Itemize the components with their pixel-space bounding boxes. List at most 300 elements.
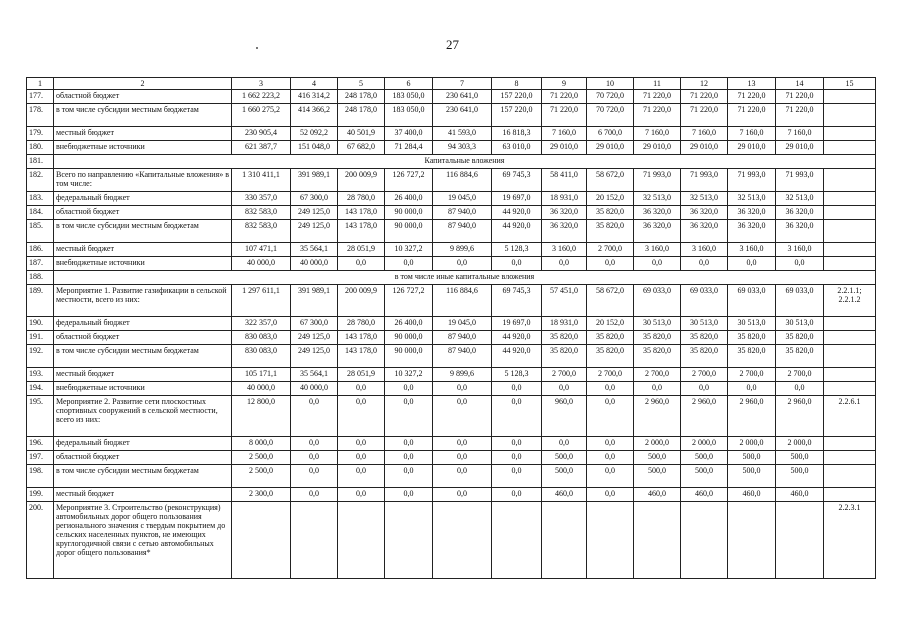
- row-number: 187.: [27, 257, 54, 271]
- row-name: областной бюджет: [54, 90, 232, 104]
- value-cell: 143 178,0: [338, 345, 385, 368]
- row-number: 194.: [27, 382, 54, 396]
- value-cell: 0,0: [681, 257, 728, 271]
- row-number: 198.: [27, 465, 54, 488]
- value-cell: 0,0: [542, 382, 587, 396]
- row-name: Мероприятие 2. Развитие сети плоскостных спортивных сооружений в сельской местности, всего из них:: [54, 396, 232, 437]
- row-name: федеральный бюджет: [54, 192, 232, 206]
- value-cell: 70 720,0: [587, 90, 634, 104]
- value-cell: 0,0: [338, 488, 385, 502]
- value-cell: 0,0: [385, 451, 433, 465]
- row-name: Мероприятие 1. Развитие газификации в сельской местности, всего из них:: [54, 285, 232, 317]
- table-row: [27, 488, 876, 502]
- value-cell: 29 010,0: [634, 141, 681, 155]
- value-cell: 35 820,0: [587, 331, 634, 345]
- table-row: [27, 317, 876, 331]
- value-cell: 0,0: [587, 437, 634, 451]
- row-name: внебюджетные источники: [54, 141, 232, 155]
- value-cell: 3 160,0: [542, 243, 587, 257]
- value-cell: 1 662 223,2: [232, 90, 291, 104]
- value-cell: 35 820,0: [728, 331, 776, 345]
- value-cell: 0,0: [385, 488, 433, 502]
- value-cell: 6 700,0: [587, 127, 634, 141]
- reference-cell: [824, 317, 876, 331]
- table-row: [27, 345, 876, 368]
- reference-cell: [824, 257, 876, 271]
- value-cell: 322 357,0: [232, 317, 291, 331]
- value-cell: 0,0: [587, 396, 634, 437]
- value-cell: 0,0: [433, 451, 492, 465]
- value-cell: [492, 502, 542, 579]
- row-number: 182.: [27, 169, 54, 192]
- value-cell: 0,0: [338, 257, 385, 271]
- value-cell: 63 010,0: [492, 141, 542, 155]
- reference-cell: [824, 345, 876, 368]
- value-cell: 7 160,0: [776, 127, 824, 141]
- value-cell: 12 800,0: [232, 396, 291, 437]
- value-cell: 36 320,0: [728, 220, 776, 243]
- section-row: [27, 271, 876, 285]
- value-cell: 32 513,0: [776, 192, 824, 206]
- value-cell: 32 513,0: [634, 192, 681, 206]
- reference-cell: [824, 220, 876, 243]
- value-cell: 90 000,0: [385, 331, 433, 345]
- value-cell: 0,0: [776, 382, 824, 396]
- value-cell: 26 400,0: [385, 317, 433, 331]
- value-cell: 0,0: [385, 382, 433, 396]
- value-cell: 30 513,0: [728, 317, 776, 331]
- section-row: [27, 155, 876, 169]
- value-cell: 71 993,0: [634, 169, 681, 192]
- table-row: [27, 285, 876, 317]
- value-cell: 30 513,0: [634, 317, 681, 331]
- value-cell: 2 500,0: [232, 465, 291, 488]
- value-cell: 157 220,0: [492, 90, 542, 104]
- value-cell: 9 899,6: [433, 368, 492, 382]
- row-name: внебюджетные источники: [54, 382, 232, 396]
- table-row: [27, 169, 876, 192]
- value-cell: 0,0: [385, 437, 433, 451]
- value-cell: 0,0: [492, 257, 542, 271]
- value-cell: 71 220,0: [681, 104, 728, 127]
- value-cell: 40 000,0: [232, 257, 291, 271]
- value-cell: [291, 502, 338, 579]
- value-cell: 0,0: [728, 257, 776, 271]
- value-cell: 35 820,0: [587, 206, 634, 220]
- value-cell: 36 320,0: [681, 220, 728, 243]
- value-cell: 19 697,0: [492, 192, 542, 206]
- value-cell: 28 780,0: [338, 192, 385, 206]
- value-cell: 71 220,0: [728, 104, 776, 127]
- reference-cell: 2.2.1.1; 2.2.1.2: [824, 285, 876, 317]
- value-cell: 0,0: [433, 437, 492, 451]
- value-cell: 0,0: [338, 437, 385, 451]
- reference-cell: [824, 90, 876, 104]
- reference-cell: [824, 127, 876, 141]
- value-cell: 249 125,0: [291, 206, 338, 220]
- row-name: Всего по направлению «Капитальные вложения» в том числе:: [54, 169, 232, 192]
- row-name: областной бюджет: [54, 331, 232, 345]
- value-cell: 832 583,0: [232, 206, 291, 220]
- row-number: 189.: [27, 285, 54, 317]
- row-number: 191.: [27, 331, 54, 345]
- value-cell: 90 000,0: [385, 206, 433, 220]
- row-number: 196.: [27, 437, 54, 451]
- value-cell: 0,0: [385, 396, 433, 437]
- value-cell: 460,0: [634, 488, 681, 502]
- value-cell: 3 160,0: [728, 243, 776, 257]
- value-cell: 0,0: [433, 257, 492, 271]
- row-name: местный бюджет: [54, 243, 232, 257]
- value-cell: 7 160,0: [681, 127, 728, 141]
- value-cell: 116 884,6: [433, 285, 492, 317]
- value-cell: 0,0: [776, 257, 824, 271]
- value-cell: 71 284,4: [385, 141, 433, 155]
- row-number: 200.: [27, 502, 54, 579]
- value-cell: 57 451,0: [542, 285, 587, 317]
- value-cell: 2 700,0: [776, 368, 824, 382]
- table-row: [27, 331, 876, 345]
- value-cell: 69 033,0: [776, 285, 824, 317]
- value-cell: 0,0: [634, 382, 681, 396]
- value-cell: 9 899,6: [433, 243, 492, 257]
- reference-cell: [824, 382, 876, 396]
- value-cell: 36 320,0: [728, 206, 776, 220]
- value-cell: 183 050,0: [385, 90, 433, 104]
- reference-cell: [824, 206, 876, 220]
- reference-cell: [824, 437, 876, 451]
- value-cell: 0,0: [492, 437, 542, 451]
- value-cell: 71 993,0: [776, 169, 824, 192]
- value-cell: 3 160,0: [634, 243, 681, 257]
- value-cell: 71 993,0: [681, 169, 728, 192]
- row-name: местный бюджет: [54, 127, 232, 141]
- value-cell: 35 564,1: [291, 243, 338, 257]
- value-cell: 36 320,0: [634, 220, 681, 243]
- value-cell: 69 745,3: [492, 285, 542, 317]
- value-cell: 35 820,0: [542, 345, 587, 368]
- value-cell: 5 128,3: [492, 243, 542, 257]
- value-cell: 0,0: [492, 396, 542, 437]
- value-cell: 960,0: [542, 396, 587, 437]
- value-cell: 391 989,1: [291, 169, 338, 192]
- value-cell: 0,0: [291, 488, 338, 502]
- value-cell: 44 920,0: [492, 220, 542, 243]
- row-number: 181.: [27, 155, 54, 169]
- value-cell: 500,0: [681, 451, 728, 465]
- value-cell: 3 160,0: [776, 243, 824, 257]
- value-cell: 2 700,0: [587, 243, 634, 257]
- table-row: [27, 396, 876, 437]
- value-cell: [385, 502, 433, 579]
- value-cell: 0,0: [587, 257, 634, 271]
- value-cell: 157 220,0: [492, 104, 542, 127]
- column-header: 7: [433, 78, 492, 90]
- reference-cell: 2.2.3.1: [824, 502, 876, 579]
- value-cell: 0,0: [492, 488, 542, 502]
- table-row: [27, 104, 876, 127]
- value-cell: 0,0: [542, 257, 587, 271]
- page-number: 27: [446, 37, 459, 52]
- value-cell: 29 010,0: [681, 141, 728, 155]
- reference-cell: [824, 465, 876, 488]
- reference-cell: [824, 368, 876, 382]
- reference-cell: [824, 192, 876, 206]
- row-number: 183.: [27, 192, 54, 206]
- value-cell: 200 009,9: [338, 285, 385, 317]
- value-cell: 71 220,0: [776, 90, 824, 104]
- value-cell: 500,0: [776, 451, 824, 465]
- row-name: областной бюджет: [54, 206, 232, 220]
- value-cell: [634, 502, 681, 579]
- value-cell: 2 960,0: [728, 396, 776, 437]
- value-cell: 2 000,0: [681, 437, 728, 451]
- value-cell: 35 820,0: [587, 220, 634, 243]
- value-cell: 0,0: [291, 465, 338, 488]
- value-cell: 3 160,0: [681, 243, 728, 257]
- value-cell: 87 940,0: [433, 331, 492, 345]
- column-header: 9: [542, 78, 587, 90]
- value-cell: 2 700,0: [681, 368, 728, 382]
- table-row: [27, 90, 876, 104]
- value-cell: 67 300,0: [291, 317, 338, 331]
- column-header: 6: [385, 78, 433, 90]
- table-row: [27, 192, 876, 206]
- row-name: федеральный бюджет: [54, 437, 232, 451]
- value-cell: 2 960,0: [681, 396, 728, 437]
- reference-cell: [824, 169, 876, 192]
- value-cell: 40 501,9: [338, 127, 385, 141]
- budget-table: [26, 77, 876, 579]
- value-cell: 183 050,0: [385, 104, 433, 127]
- value-cell: 8 000,0: [232, 437, 291, 451]
- value-cell: 71 220,0: [542, 90, 587, 104]
- value-cell: 0,0: [338, 451, 385, 465]
- value-cell: 36 320,0: [634, 206, 681, 220]
- table-row: [27, 257, 876, 271]
- value-cell: 90 000,0: [385, 345, 433, 368]
- value-cell: 35 820,0: [587, 345, 634, 368]
- value-cell: 0,0: [338, 396, 385, 437]
- value-cell: 460,0: [728, 488, 776, 502]
- value-cell: 249 125,0: [291, 220, 338, 243]
- value-cell: 35 820,0: [776, 331, 824, 345]
- value-cell: 105 171,1: [232, 368, 291, 382]
- value-cell: 90 000,0: [385, 220, 433, 243]
- value-cell: 7 160,0: [634, 127, 681, 141]
- value-cell: 416 314,2: [291, 90, 338, 104]
- value-cell: 230 641,0: [433, 90, 492, 104]
- table-row: [27, 451, 876, 465]
- value-cell: 20 152,0: [587, 192, 634, 206]
- value-cell: 0,0: [338, 465, 385, 488]
- row-name: в том числе субсидии местным бюджетам: [54, 104, 232, 127]
- value-cell: 58 411,0: [542, 169, 587, 192]
- column-header: 11: [634, 78, 681, 90]
- value-cell: 30 513,0: [776, 317, 824, 331]
- value-cell: 107 471,1: [232, 243, 291, 257]
- value-cell: 0,0: [492, 382, 542, 396]
- column-header: 2: [54, 78, 232, 90]
- value-cell: 2 700,0: [587, 368, 634, 382]
- value-cell: 18 931,0: [542, 192, 587, 206]
- value-cell: 0,0: [385, 465, 433, 488]
- value-cell: 0,0: [681, 382, 728, 396]
- value-cell: 36 320,0: [776, 220, 824, 243]
- column-header: 3: [232, 78, 291, 90]
- column-header: 13: [728, 78, 776, 90]
- row-number: 185.: [27, 220, 54, 243]
- value-cell: 19 045,0: [433, 317, 492, 331]
- row-number: 186.: [27, 243, 54, 257]
- value-cell: 52 092,2: [291, 127, 338, 141]
- value-cell: 2 700,0: [728, 368, 776, 382]
- value-cell: 2 300,0: [232, 488, 291, 502]
- value-cell: 116 884,6: [433, 169, 492, 192]
- scan-speck: [256, 47, 258, 49]
- value-cell: 391 989,1: [291, 285, 338, 317]
- row-name: федеральный бюджет: [54, 317, 232, 331]
- value-cell: 0,0: [433, 396, 492, 437]
- reference-cell: [824, 141, 876, 155]
- column-header: 1: [27, 78, 54, 90]
- value-cell: 35 820,0: [542, 331, 587, 345]
- column-header: 5: [338, 78, 385, 90]
- row-number: 199.: [27, 488, 54, 502]
- value-cell: 2 000,0: [634, 437, 681, 451]
- value-cell: 28 051,9: [338, 368, 385, 382]
- value-cell: 832 583,0: [232, 220, 291, 243]
- value-cell: [542, 502, 587, 579]
- column-header: 10: [587, 78, 634, 90]
- value-cell: [681, 502, 728, 579]
- value-cell: [338, 502, 385, 579]
- value-cell: 40 000,0: [232, 382, 291, 396]
- row-name: внебюджетные источники: [54, 257, 232, 271]
- value-cell: 32 513,0: [681, 192, 728, 206]
- value-cell: 67 682,0: [338, 141, 385, 155]
- value-cell: 44 920,0: [492, 345, 542, 368]
- value-cell: 0,0: [291, 396, 338, 437]
- reference-cell: [824, 243, 876, 257]
- value-cell: 126 727,2: [385, 169, 433, 192]
- value-cell: 500,0: [681, 465, 728, 488]
- value-cell: 500,0: [728, 451, 776, 465]
- row-number: 192.: [27, 345, 54, 368]
- row-name: в том числе субсидии местным бюджетам: [54, 345, 232, 368]
- value-cell: 41 593,0: [433, 127, 492, 141]
- value-cell: 2 000,0: [728, 437, 776, 451]
- value-cell: 0,0: [728, 382, 776, 396]
- row-name: областной бюджет: [54, 451, 232, 465]
- value-cell: 28 051,9: [338, 243, 385, 257]
- value-cell: 0,0: [291, 451, 338, 465]
- row-number: 193.: [27, 368, 54, 382]
- value-cell: 500,0: [634, 451, 681, 465]
- value-cell: 19 045,0: [433, 192, 492, 206]
- value-cell: 69 745,3: [492, 169, 542, 192]
- value-cell: 87 940,0: [433, 206, 492, 220]
- value-cell: 18 931,0: [542, 317, 587, 331]
- reference-cell: [824, 331, 876, 345]
- value-cell: 44 920,0: [492, 206, 542, 220]
- section-title: в том числе иные капитальные вложения: [54, 271, 876, 285]
- value-cell: 71 220,0: [776, 104, 824, 127]
- value-cell: 0,0: [433, 465, 492, 488]
- value-cell: 460,0: [776, 488, 824, 502]
- value-cell: [232, 502, 291, 579]
- section-title: Капитальные вложения: [54, 155, 876, 169]
- column-header: 8: [492, 78, 542, 90]
- value-cell: [433, 502, 492, 579]
- value-cell: 830 083,0: [232, 331, 291, 345]
- value-cell: 2 500,0: [232, 451, 291, 465]
- value-cell: 1 310 411,1: [232, 169, 291, 192]
- value-cell: 414 366,2: [291, 104, 338, 127]
- value-cell: 0,0: [433, 488, 492, 502]
- value-cell: 249 125,0: [291, 345, 338, 368]
- reference-cell: [824, 488, 876, 502]
- reference-cell: [824, 451, 876, 465]
- value-cell: 29 010,0: [587, 141, 634, 155]
- value-cell: 0,0: [587, 488, 634, 502]
- value-cell: 0,0: [587, 451, 634, 465]
- value-cell: 7 160,0: [728, 127, 776, 141]
- value-cell: 460,0: [681, 488, 728, 502]
- value-cell: 143 178,0: [338, 331, 385, 345]
- value-cell: 2 700,0: [542, 368, 587, 382]
- row-number: 197.: [27, 451, 54, 465]
- value-cell: 621 387,7: [232, 141, 291, 155]
- column-header: 15: [824, 78, 876, 90]
- table-row: [27, 465, 876, 488]
- value-cell: 44 920,0: [492, 331, 542, 345]
- value-cell: 7 160,0: [542, 127, 587, 141]
- value-cell: 71 220,0: [634, 104, 681, 127]
- value-cell: 19 697,0: [492, 317, 542, 331]
- table-row: [27, 382, 876, 396]
- value-cell: 143 178,0: [338, 206, 385, 220]
- row-number: 195.: [27, 396, 54, 437]
- column-header: 14: [776, 78, 824, 90]
- value-cell: 58 672,0: [587, 169, 634, 192]
- value-cell: 71 220,0: [542, 104, 587, 127]
- value-cell: 0,0: [291, 437, 338, 451]
- value-cell: 70 720,0: [587, 104, 634, 127]
- row-name: Мероприятие 3. Строительство (реконструкция) автомобильных дорог общего пользования регионального значения с твердым покрытием до сельских населенных пунктов, не имеющих круглогодичной связи с сетью автомобильных дорог общего пользования*: [54, 502, 232, 579]
- row-name: в том числе субсидии местным бюджетам: [54, 220, 232, 243]
- value-cell: 0,0: [492, 465, 542, 488]
- value-cell: 500,0: [634, 465, 681, 488]
- value-cell: 20 152,0: [587, 317, 634, 331]
- column-header: 12: [681, 78, 728, 90]
- value-cell: 69 033,0: [728, 285, 776, 317]
- value-cell: 36 320,0: [542, 206, 587, 220]
- table-row: [27, 127, 876, 141]
- value-cell: 0,0: [542, 437, 587, 451]
- table-row: [27, 220, 876, 243]
- value-cell: 151 048,0: [291, 141, 338, 155]
- value-cell: 94 303,3: [433, 141, 492, 155]
- value-cell: 71 220,0: [728, 90, 776, 104]
- value-cell: 40 000,0: [291, 257, 338, 271]
- value-cell: 460,0: [542, 488, 587, 502]
- value-cell: 36 320,0: [542, 220, 587, 243]
- row-name: местный бюджет: [54, 368, 232, 382]
- row-number: 190.: [27, 317, 54, 331]
- value-cell: 87 940,0: [433, 220, 492, 243]
- value-cell: 0,0: [385, 257, 433, 271]
